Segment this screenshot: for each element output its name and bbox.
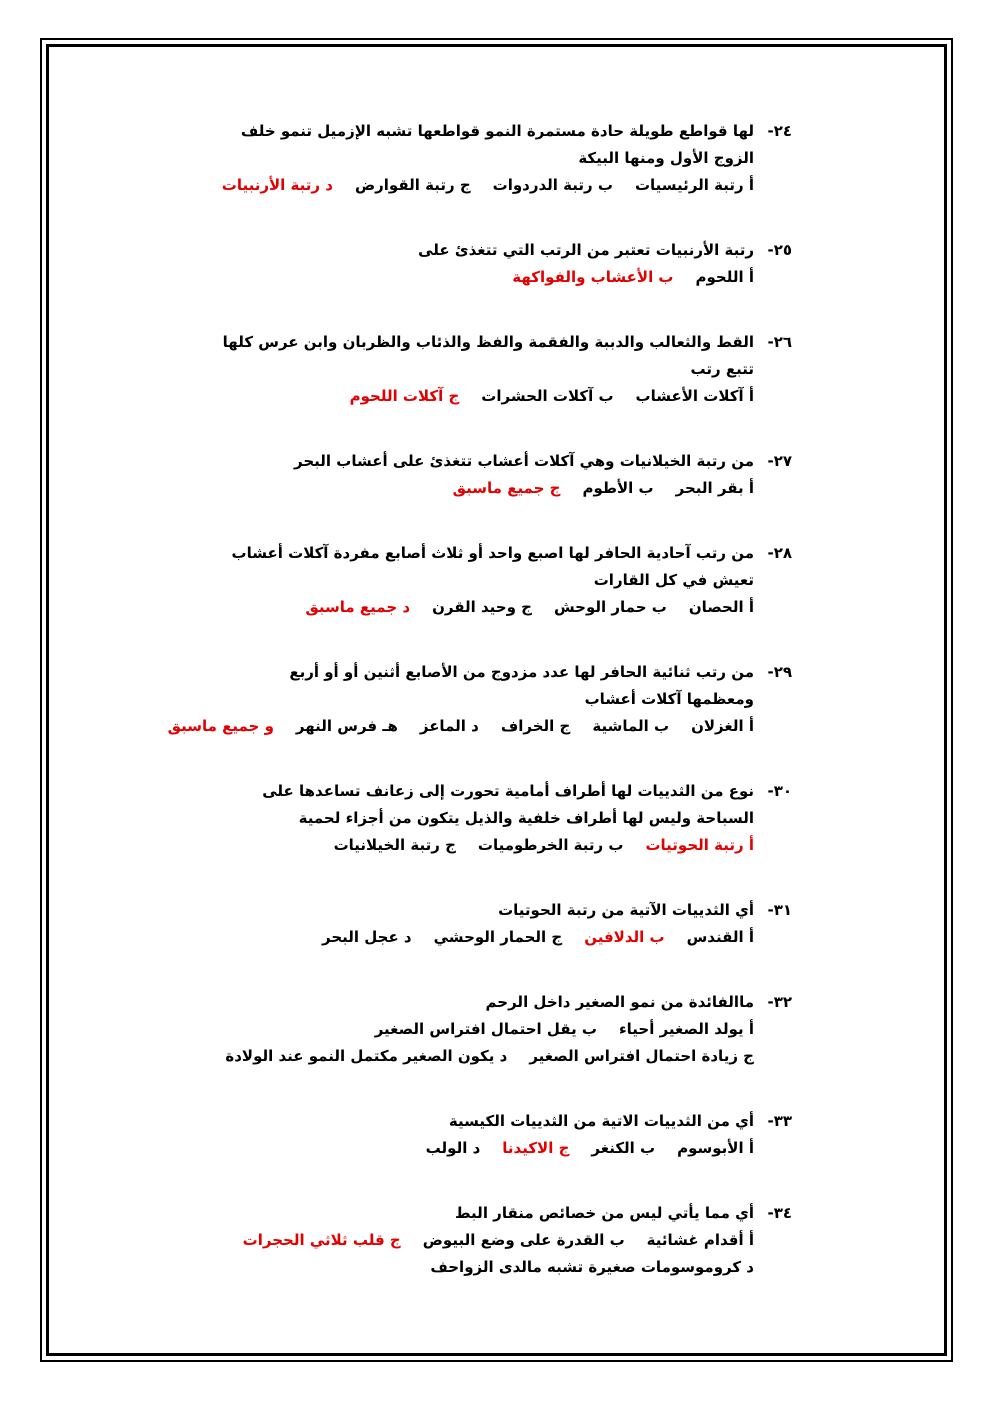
question-stem: [150, 237, 792, 264]
answer-option-correct: د رتبة الأرنبيات: [221, 176, 333, 194]
answer-option: ب الأطوم: [582, 479, 654, 497]
answer-options: [150, 1016, 792, 1043]
question-text: لها قواطع طويلة حادة مستمرة النمو قواطعها تشبه الإزميل تنمو خلف: [240, 122, 754, 140]
question-item: [150, 448, 792, 502]
question-text: نوع من الثدييات لها أطراف أمامية تحورت إلى زعانف تساعدها على: [262, 782, 754, 800]
question-stem: [150, 448, 792, 475]
answer-options: [150, 713, 792, 740]
answer-option: د الماعز: [419, 717, 479, 735]
answer-option-correct: ج الاكيدنا: [502, 1139, 570, 1157]
question-stem: [150, 897, 792, 924]
question-stem: [150, 659, 792, 686]
question-item: [150, 540, 792, 621]
answer-option: ج رتبة الخيلانيات: [333, 836, 456, 854]
answer-option-correct: ج جميع ماسبق: [452, 479, 561, 497]
question-number: ٣٠-: [767, 782, 792, 800]
answer-options: [150, 383, 792, 410]
answer-options: [150, 1043, 792, 1070]
question-stem: [150, 1200, 792, 1227]
answer-option: ب القدرة على وضع البيوض: [422, 1231, 625, 1249]
answer-option: د كروموسومات صغيرة تشبه مالدى الزواحف: [430, 1258, 754, 1276]
question-text: ومعظمها آكلات أعشاب: [584, 690, 754, 708]
question-text: من رتبة الخيلانيات وهي آكلات أعشاب تتغذئ على أعشاب البحر: [294, 452, 754, 470]
question-number: ٣٣-: [767, 1112, 792, 1130]
question-number: ٣٤-: [767, 1204, 792, 1222]
answer-option-correct: ب الأعشاب والفواكهة: [512, 268, 674, 286]
question-stem: [150, 329, 792, 356]
answer-options: [150, 1254, 792, 1281]
question-number: ٣٢-: [767, 993, 792, 1011]
answer-options: [150, 172, 792, 199]
question-stem: [150, 778, 792, 805]
answer-option: ج الخراف: [500, 717, 571, 735]
question-text: من رتب آحادية الحافر لها اصبع واحد أو ثلاث أصابع مفردة آكلات أعشاب: [231, 544, 754, 562]
answer-option: أ الحصان: [688, 598, 754, 616]
answer-option: ج زيادة احتمال افتراس الصغير: [529, 1047, 754, 1065]
question-item: [150, 237, 792, 291]
answer-options: [150, 594, 792, 621]
answer-option: أ آكلات الأعشاب: [635, 387, 754, 405]
answer-option: أ اللحوم: [695, 268, 754, 286]
question-text: تتبع رتب: [690, 360, 754, 378]
question-stem: [150, 989, 792, 1016]
question-number: ٣١-: [767, 901, 792, 919]
question-item: [150, 897, 792, 951]
question-item: [150, 329, 792, 410]
answer-option-correct: أ رتبة الحوتيات: [645, 836, 754, 854]
answer-option: د الولب: [425, 1139, 481, 1157]
question-text: رتبة الأرنبيات تعتبر من الرتب التي تتغذئ على: [418, 241, 754, 259]
answer-option: ج وحيد القرن: [432, 598, 532, 616]
answer-option: أ القندس: [686, 928, 754, 946]
question-number: ٢٧-: [767, 452, 792, 470]
answer-options: [150, 1227, 792, 1254]
answer-options: [150, 924, 792, 951]
question-stem-continued: [150, 145, 792, 172]
answer-option: ب يقل احتمال افتراس الصغير: [374, 1020, 597, 1038]
question-item: [150, 1108, 792, 1162]
answer-option: ج رتبة القوارض: [354, 176, 471, 194]
question-stem: [150, 1108, 792, 1135]
question-item: [150, 989, 792, 1070]
answer-option: ب حمار الوحش: [553, 598, 667, 616]
answer-option: ب رتبة الدردوات: [492, 176, 613, 194]
answer-options: [150, 264, 792, 291]
answer-option: ب آكلات الحشرات: [481, 387, 614, 405]
answer-option: أ رتبة الرئيسيات: [634, 176, 754, 194]
question-list: [150, 118, 792, 1319]
answer-option: د يكون الصغير مكتمل النمو عند الولادة: [225, 1047, 508, 1065]
question-item: [150, 659, 792, 740]
question-text: أي الثدييات الآتية من رتبة الحوتيات: [498, 901, 754, 919]
answer-option: ب رتبة الخرطوميات: [477, 836, 624, 854]
answer-option: أ الغزلان: [691, 717, 754, 735]
answer-option: أ الأبوسوم: [677, 1139, 754, 1157]
question-item: [150, 778, 792, 859]
question-text: السباحة وليس لها أطراف خلفية والذيل يتكون من أجزاء لحمية: [298, 809, 754, 827]
answer-option: ب الماشية: [592, 717, 670, 735]
question-number: ٢٤-: [767, 122, 792, 140]
answer-option: هـ فرس النهر: [295, 717, 398, 735]
question-number: ٢٨-: [767, 544, 792, 562]
answer-option: ب الكنغر: [591, 1139, 656, 1157]
question-stem-continued: [150, 356, 792, 383]
answer-options: [150, 832, 792, 859]
question-stem-continued: [150, 567, 792, 594]
question-text: أي مما يأتي ليس من خصائص منقار البط: [455, 1204, 754, 1222]
answer-option: أ أقدام غشائية: [646, 1231, 754, 1249]
answer-option-correct: و جميع ماسبق: [167, 717, 274, 735]
question-stem-continued: [150, 686, 792, 713]
answer-option-correct: ج آكلات اللحوم: [349, 387, 460, 405]
question-text: الزوج الأول ومنها البيكة: [578, 149, 754, 167]
answer-option: أ يولد الصغير أحياء: [619, 1020, 754, 1038]
answer-option-correct: د جميع ماسبق: [305, 598, 411, 616]
answer-option: أ بقر البحر: [675, 479, 754, 497]
question-text: تعيش في كل القارات: [593, 571, 754, 589]
answer-option: ج الحمار الوحشي: [433, 928, 563, 946]
question-text: أي من الثدييات الاتية من الثدييات الكيسية: [448, 1112, 754, 1130]
answer-option: د عجل البحر: [321, 928, 412, 946]
question-text: من رتب ثنائية الحافر لها عدد مزدوج من الأصابع أثنين أو أو أربع: [289, 663, 754, 681]
answer-options: [150, 1135, 792, 1162]
question-text: ماالفائدة من نمو الصغير داخل الرحم: [485, 993, 754, 1011]
question-stem: [150, 540, 792, 567]
answer-options: [150, 475, 792, 502]
question-item: [150, 118, 792, 199]
question-text: القط والثعالب والدببة والفقمة والفظ والذئاب والظربان وابن عرس كلها: [222, 333, 754, 351]
question-stem: [150, 118, 792, 145]
question-number: ٢٥-: [767, 241, 792, 259]
question-item: [150, 1200, 792, 1281]
question-stem-continued: [150, 805, 792, 832]
question-number: ٢٩-: [767, 663, 792, 681]
question-number: ٢٦-: [767, 333, 792, 351]
answer-option-correct: ب الدلافين: [584, 928, 665, 946]
answer-option-correct: ج قلب ثلاثي الحجرات: [242, 1231, 401, 1249]
